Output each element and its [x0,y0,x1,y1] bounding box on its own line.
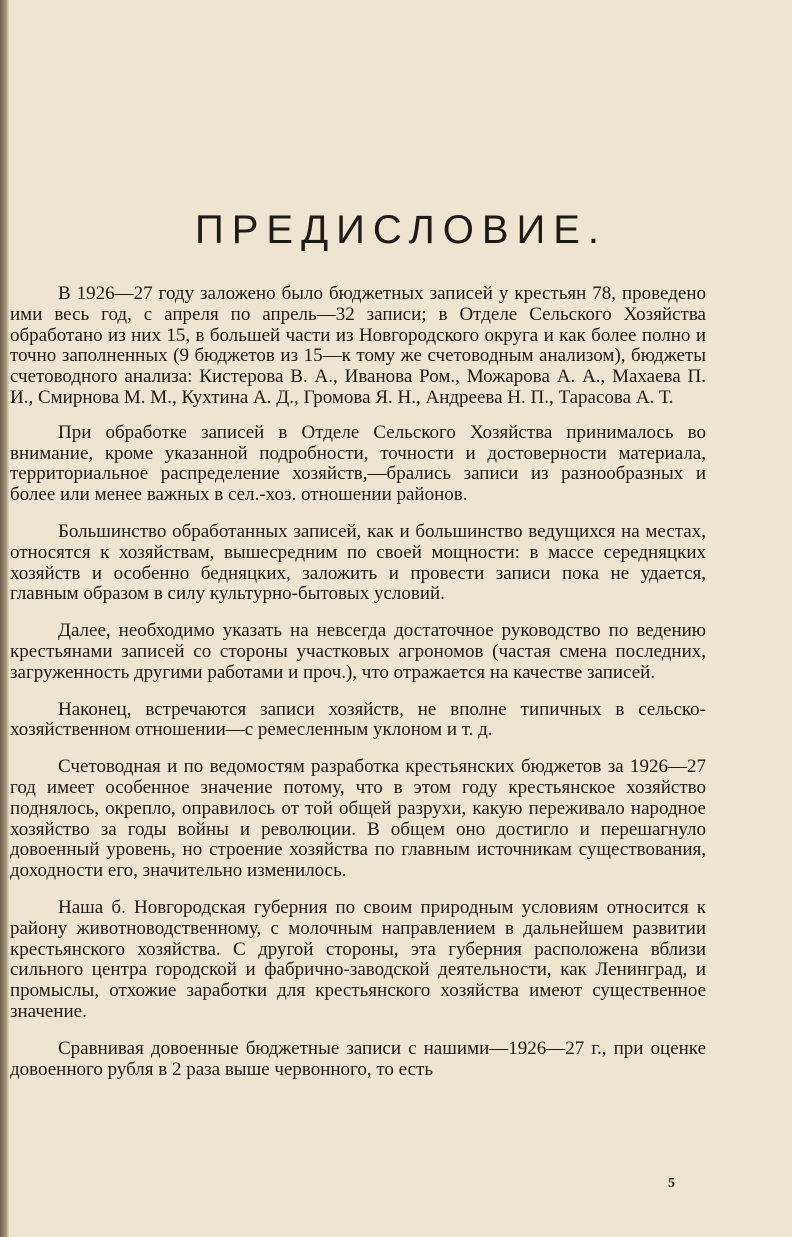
paragraph-6: Счетоводная и по ведомостям разработка крестьянских бюджетов за 1926—27 год имеет особенное значение потому, что в этом году крестьянское хозяйство поднялось, окрепло, оправилось от той общей разрухи, какую переживало народное хозяйство за годы войны и революции. В общем оно достигло и перешагнуло довоенный уровень, но строение хозяйства по главным источникам существования, доходности его, значительно изменилось. [10,756,706,882]
paragraph-8: Сравнивая довоенные бюджетные записи с нашими—1926—27 г., при оценке довоенного рубля в 2 раза выше червонного, то есть [10,1037,706,1080]
binding-edge [0,0,9,1237]
paragraph-2: При обработке записей в Отделе Сельского Хозяйства принималось во внимание, кроме указанной подробности, точности и достоверности материала, территориальное распределение хозяйств,—брались записи из разнообразных и более или менее важных в сел.-хоз. отношении районов. [10,421,706,506]
paragraph-5: Наконец, встречаются записи хозяйств, не вполне типичных в сельско-хозяйственном отношении—с ремесленным уклоном и т. д. [10,698,706,741]
page-number: 5 [668,1176,675,1191]
preface-body [10,284,706,1096]
page-title: ПРЕДИСЛОВИЕ. [194,208,608,252]
paragraph-3: Большинство обработанных записей, как и большинство ведущихся на местах, относятся к хозяйствам, вышесредним по своей мощности: в массе середняцких хозяйств и особенно бедняцких, заложить и провести записи пока не удается, главным образом в силу культурно-бытовых условий. [10,520,706,605]
paragraph-1: В 1926—27 году заложено было бюджетных записей у крестьян 78, проведено ими весь год, с апреля по апрель—32 записи; в Отделе Сельского Хозяйства обработано из них 15, в большей части из Новгородского округа и как более полно и точно заполненных (9 бюджетов из 15—к тому же счетоводным анализом), бюджеты счетоводного анализа: Кистерова В. А., Иванова Ром., Можарова А. А., Махаева П. И., Смирнова М. М., Кухтина А. Д., Громова Я. Н., Андреева Н. П., Тарасова А. Т. [10,283,706,408]
paragraph-7: Наша б. Новгородская губерния по своим природным условиям относится к району животноводственному, с молочным направлением в дальнейшем развитии крестьянского хозяйства. С другой стороны, эта губерния расположена вблизи сильного центра городской и фабрично-заводской деятельности, как Ленинград, и промыслы, отхожие заработки для крестьянского хозяйства имеют существенное значение. [10,896,706,1022]
paragraph-4: Далее, необходимо указать на невсегда достаточное руководство по ведению крестьянами записей со стороны участковых агрономов (частая смена последних, загруженность другими работами и проч.), что отражается на качестве записей. [10,620,706,683]
